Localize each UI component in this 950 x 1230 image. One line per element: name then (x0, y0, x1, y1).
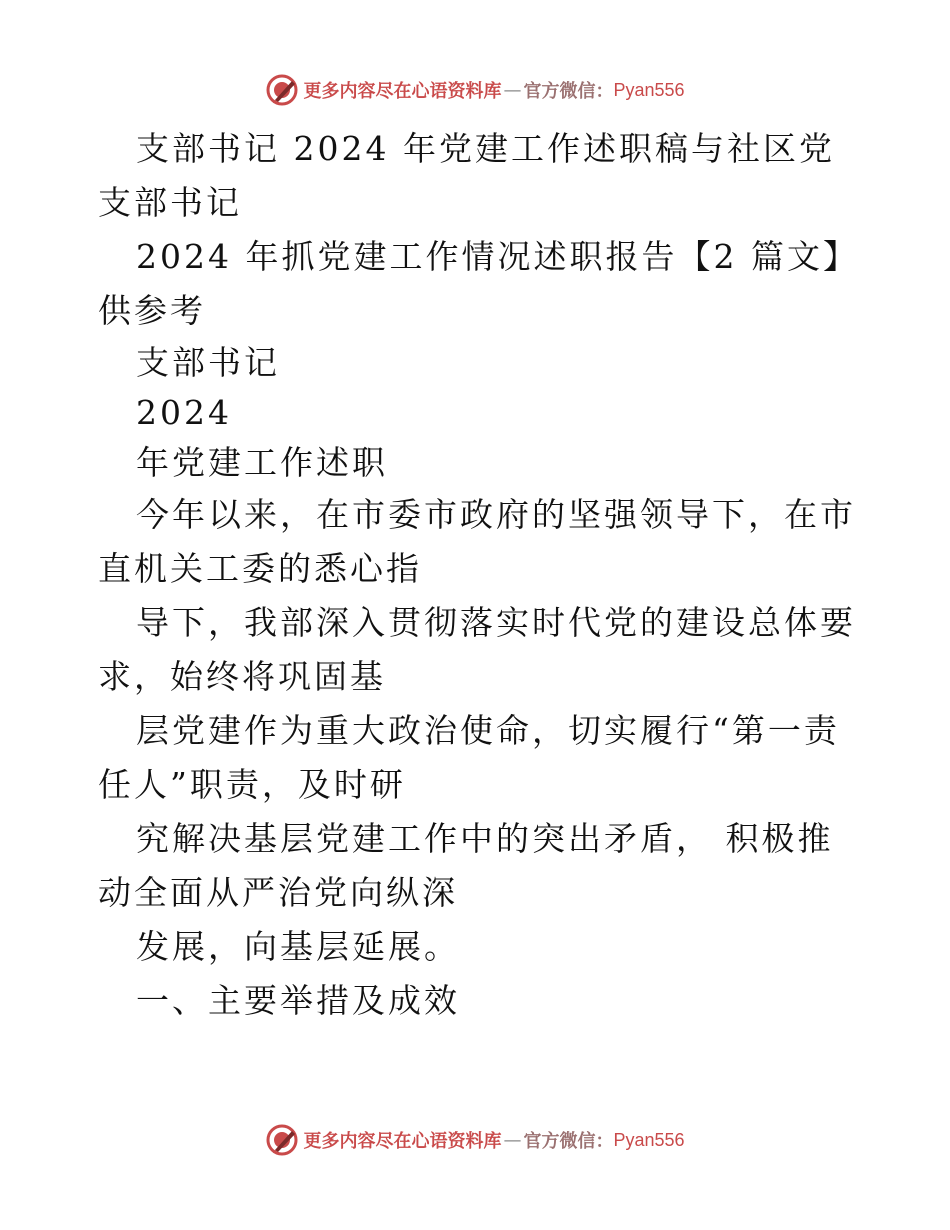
section-heading-part-3: 年党建工作述职 (136, 443, 388, 482)
watermark-label: 官方微信： (523, 81, 614, 102)
watermark-separator: — (503, 1129, 522, 1151)
watermark-wechat-id: Pyan556 (613, 79, 685, 100)
header-watermark (0, 70, 950, 110)
body-paragraph: 究解决基层党建工作中的突出矛盾， 积极推动全面从严治党向纵深 (98, 819, 834, 912)
body-paragraph: 今年以来，在市委市政府的坚强领导下，在市直机关工委的悉心指 (98, 495, 856, 588)
document-body (98, 122, 858, 1028)
watermark-main-text: 更多内容尽在心语资料库 (303, 81, 502, 102)
body-paragraph: 层党建作为重大政治使命，切实履行“第一责任人”职责，及时研 (98, 711, 840, 804)
pen-logo-icon (265, 73, 299, 107)
document-title-line-2: 2024 年抓党建工作情况述职报告【2 篇文】供参考 (98, 237, 843, 330)
body-paragraph: 导下，我部深入贯彻落实时代党的建设总体要求，始终将巩固基 (98, 603, 856, 696)
watermark-separator: — (503, 79, 522, 101)
subsection-heading: 一、主要举措及成效 (136, 981, 460, 1020)
watermark-main-text: 更多内容尽在心语资料库 (303, 1131, 502, 1152)
section-heading-part-2: 2024 (136, 393, 232, 432)
watermark-wechat-id: Pyan556 (613, 1129, 685, 1150)
section-heading-part-1: 支部书记 (136, 343, 280, 382)
watermark-label: 官方微信： (523, 1131, 614, 1152)
pen-logo-icon (265, 1123, 299, 1157)
document-title-line-1: 支部书记 2024 年党建工作述职稿与社区党支部书记 (98, 129, 835, 222)
footer-watermark (0, 1120, 950, 1160)
body-paragraph: 发展，向基层延展。 (136, 927, 460, 966)
